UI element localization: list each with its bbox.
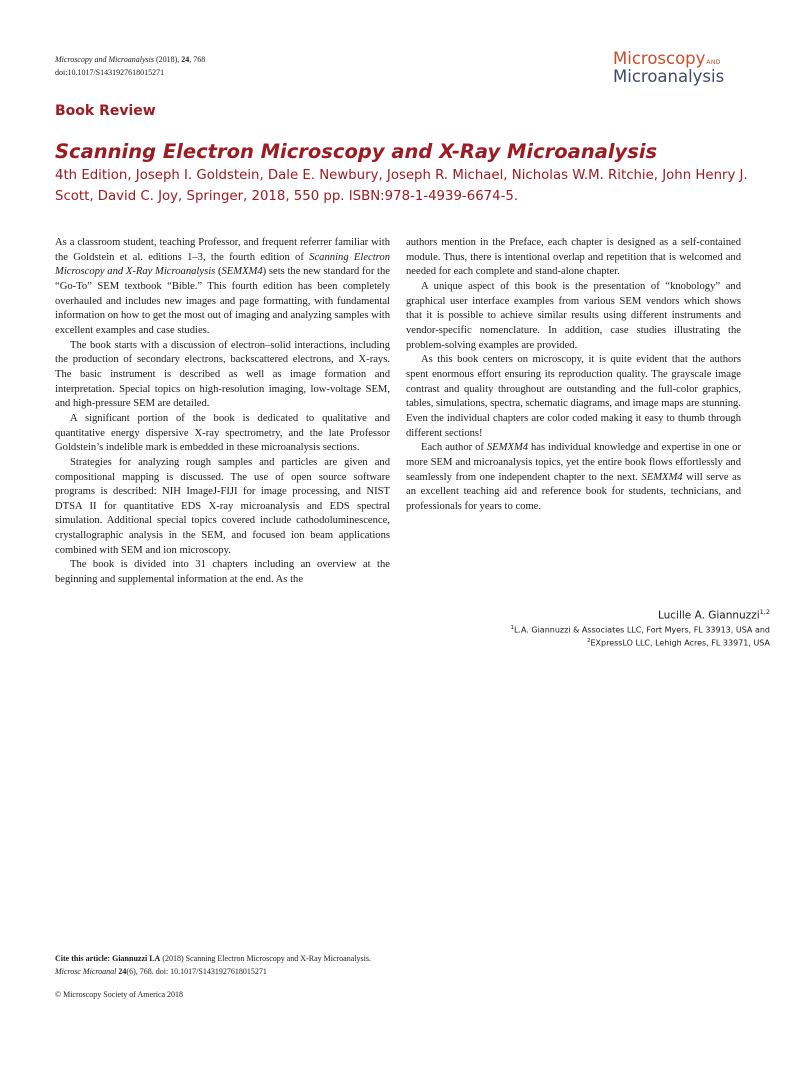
affiliation-2: $^2$EXpressLO LLC, Lehigh Acres, FL 33971, USA (586, 637, 770, 648)
paragraph-1: As a classroom student, teaching Professor, and frequent referrer familiar with the Goldstein et al. editions 1–3, the fourth edition of Scanning Electron Microscopy and X-Ray Microanalysis (SEMXM4) sets the new standard for the “Go-To” SEM textbook “Bible.” This fourth edition has been completely overhauled and includes new images and page formatting, with fundamental information on how to get the most out of imaging and analyzing samples with excellent examples and case studies. (55, 237, 390, 336)
journal-volume: 24 (181, 55, 190, 64)
book-details: 4th Edition, Joseph I. Goldstein, Dale E. Newbury, Joseph R. Michael, Nicholas W.M. Ritchie, John Henry J. Scott, David C. Joy, Springer, 2018, 550 pp. ISBN:978-1-4939-6674-5. (55, 168, 748, 204)
author-affiliation-marks: 1,2 (759, 608, 770, 616)
journal-doi: doi:10.1017/S1431927618015271 (55, 68, 165, 77)
paragraph-4: Strategies for analyzing rough samples and particles are given and compositional mapping is discussed. The use of open source software programs is described: NIH ImageJ-FIJI for image processing, and NIST DTSA II for quantitative EDS X-ray microanalysis and EDS spectral simulation. Additional special topics covered include cathodoluminescence, crystallographic analysis in the SEM, and focused ion beam applications combined with SEM and ion microscopy. (55, 456, 390, 556)
book-title-inline: Scanning Electron Microscopy and X-Ray Microanalysis (55, 251, 390, 278)
book-abbreviation: SEMXM4 (221, 266, 263, 278)
paragraph-5-continued: authors mention in the Preface, each chapter is designed as a self-contained module. Thus, there is intentional overlap and repetition that is welcomed and needed for each complete and stand-alone chapter. (406, 237, 741, 278)
cite-volume: 24 (118, 967, 127, 976)
journal-year: (2018), (155, 55, 180, 64)
journal-volume-line (55, 53, 205, 66)
logo-word-and: AND (706, 59, 721, 66)
paragraph-3: A significant portion of the book is dedicated to qualitative and quantitative energy dispersive X-ray spectrometry, and the late Professor Goldstein’s indelible mark is embedded in these microanalysis sections. (55, 412, 390, 454)
cite-label: Cite this article: (55, 954, 111, 963)
body-column-right (406, 236, 741, 514)
journal-page: , 768 (189, 55, 206, 64)
paragraph-8: Each author of SEMXM4 has individual knowledge and expertise in one or more SEM and microanalysis topics, yet the entire book flows effortlessly and seamlessly from one independent chapter to the next. SEMXM4 will serve as an excellent teaching aid and reference book for students, technicians, and professionals for years to come. (406, 442, 741, 512)
affiliation-1: $^1$L.A. Giannuzzi & Associates LLC, Fort Myers, FL 33913, USA and (510, 624, 770, 635)
book-title: Scanning Electron Microscopy and X-Ray Microanalysis (55, 140, 658, 163)
paragraph-7: As this book centers on microscopy, it is quite evident that the authors spent enormous effort ensuring its reproduction quality. The grayscale image contrast and quality throughout are outstanding and the full-color graphics, tables, simulations, spectra, schematic diagrams, and image maps are stunning. Even the individual chapters are color coded making it easy to thumb through different sections! (406, 354, 741, 439)
cite-author: Giannuzzi LA (112, 954, 161, 963)
cite-this-article: Cite this article: Giannuzzi LA (2018) Scanning Electron Microscopy and X-Ray Microanalysis. Microsc Microanal 24(6), 768. doi: 10.1017/S1431927618015271 (55, 954, 371, 976)
author-signature (510, 605, 770, 649)
copyright-notice: © Microscopy Society of America 2018 (55, 990, 184, 999)
section-label: Book Review (55, 103, 156, 119)
body-column-left (55, 236, 390, 588)
book-abbreviation: SEMXM4 (486, 442, 529, 454)
paragraph-2: The book starts with a discussion of electron–solid interactions, including the production of secondary electrons, backscattered electrons, and X-rays. The basic instrument is described as well as image formation and interpretation. Special topics on high-resolution imaging, low-voltage SEM, and high-pressure SEM are detailed. (55, 339, 390, 410)
logo-word-microscopy: Microscopy (613, 49, 706, 68)
paragraph-6: A unique aspect of this book is the presentation of “knobology” and graphical user interface examples from various SEM vendors which shows that it is possible to achieve similar results using different instruments and vendor-specific nomenclature. In addition, case studies illustrating the problem-solving examples are provided. (406, 280, 741, 351)
journal-logo (613, 51, 724, 85)
logo-word-microanalysis: Microanalysis (613, 66, 725, 86)
journal-name: Microscopy and Microanalysis (55, 55, 154, 64)
book-abbreviation: SEMXM4 (641, 471, 683, 483)
author-name: Lucille A. Giannuzzi (657, 609, 760, 622)
journal-citation-header (55, 53, 205, 79)
paragraph-5: The book is divided into 31 chapters including an overview at the beginning and supplemental information at the end. As the (55, 559, 390, 586)
cite-journal: Microsc Microanal (55, 967, 117, 976)
